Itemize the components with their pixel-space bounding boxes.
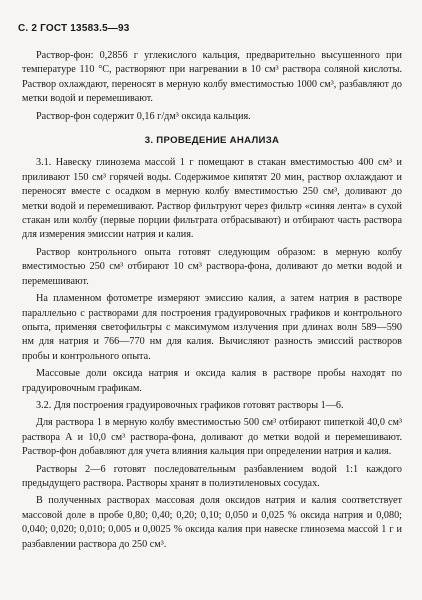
section-heading: 3. ПРОВЕДЕНИЕ АНАЛИЗА bbox=[144, 135, 280, 147]
paragraph-resulting-solutions: В полученных растворах массовая доля оксидов натрия и калия соответствует массовой доле в пробе 0,80; 0,40; 0,20; 0,10; 0,050 и 0,025 % оксида натрия и 0,080; 0,040; 0,020; 0,010; 0,005 и 0,0025 % оксида калия при навеске глинозема массой 1 г и разбавлении раствора до 250 см³. bbox=[22, 495, 402, 550]
paragraph-photometer: На пламенном фотометре измеряют эмиссию калия, а затем натрия в растворе параллельно с растворами для построения градуировочных графиков и контрольного опыта, применяя светофильтры с максимумом излучения при длинах волн 589—590 нм для натрия и 766—770 нм для калия. Вычисляют разность эмиссий растворов пробы и контрольного опыта. bbox=[22, 293, 402, 362]
paragraph-solutions-2-6: Растворы 2—6 готовят последовательным разбавлением водой 1:1 каждого предыдущего раствора. Растворы хранят в полиэтиленовых сосудах. bbox=[22, 463, 402, 489]
paragraph-solution-1: Для раствора 1 в мерную колбу вместимостью 500 см³ отбирают пипеткой 40,0 см³ раствора А и 10,0 см³ раствора-фона, доливают до метки водой и перемешивают. Раствор-фон добавляют для учета влияния кальция при определении натрия и калия. bbox=[22, 417, 402, 458]
paragraph-3-2: 3.2. Для построения градуировочных графиков готовят растворы 1—6. bbox=[36, 399, 344, 411]
paragraph-mass-fractions: Массовые доли оксида натрия и оксида калия в растворе пробы находят по градуировочным графикам. bbox=[22, 368, 402, 394]
paragraph-3-1: 3.1. Навеску глинозема массой 1 г помещают в стакан вместимостью 400 см³ и приливают 150 см³ горячей воды. Содержимое кипятят 20 мин, раствор охлаждают и переносят вместе с осадком в мерную колбу вместимостью 250 см³, доливают до метки водой и перемешивают. Раствор фильтруют через фильтр «синяя лента» в сухой стакан или колбу (первые порции фильтрата отбрасывают) и отбирают часть раствора для измерения эмиссии натрия и калия. bbox=[22, 157, 402, 241]
document-body bbox=[22, 49, 402, 555]
paragraph-control-test: Раствор контрольного опыта готовят следующим образом: в мерную колбу вместимостью 250 см³ отбирают 10 см³ раствора-фона, доливают до метки водой и перемешивают. bbox=[22, 246, 402, 287]
paragraph-reagent-background: Раствор-фон: 0,2856 г углекислого кальция, предварительно высушенного при температуре 110 °С, растворяют при нагревании в 10 см³ раствора соляной кислоты. Раствор охлаждают, переносят в мерную колбу вместимостью 1000 см³, разбавляют до метки водой и перемешивают. bbox=[22, 50, 402, 105]
paragraph-reagent-content: Раствор-фон содержит 0,16 г/дм³ оксида кальция. bbox=[36, 110, 251, 122]
page-header: С. 2 ГОСТ 13583.5—93 bbox=[18, 23, 130, 34]
